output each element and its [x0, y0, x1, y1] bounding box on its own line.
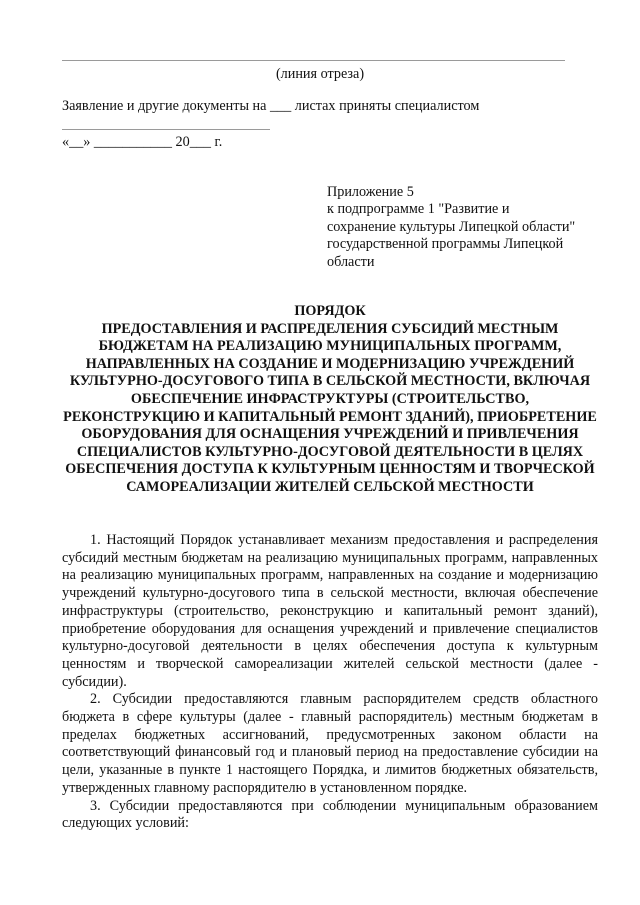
document-title	[62, 303, 598, 497]
appendix-line: области	[327, 253, 375, 270]
appendix-line: сохранение культуры Липецкой области"	[327, 218, 576, 235]
appendix-line: государственной программы Липецкой	[327, 236, 564, 253]
title-heading: ПОРЯДОК	[294, 303, 366, 319]
paragraph-1: 1. Настоящий Порядок устанавливает механизм предоставления и распределения субсидий местным бюджетам на реализацию муниципальных программ, направленных на реализацию муниципальных программ, направленных на создание и модернизацию учреждений культурно-досугового типа в сельской местности, включая обеспечение инфраструктуры (строительство, реконструкцию и капитальный ремонт зданий), приобретение оборудования для оснащения учреждений и привлечение специалистов культурно-досуговой деятельности в целях обеспечения доступа к культурным ценностям и творческой самореализации жителей сельской местности (далее - субсидии).	[62, 532, 598, 690]
acceptance-date-line: «__» ___________ 20___ г.	[62, 134, 223, 150]
cut-line-label: (линия отреза)	[275, 66, 365, 82]
documents-accepted-line: Заявление и другие документы на ___ листах приняты специалистом	[62, 98, 480, 114]
appendix-line: Приложение 5	[327, 184, 414, 200]
paragraph-3: 3. Субсидии предоставляются при соблюдении муниципальным образованием следующих условий:	[62, 797, 598, 832]
document-body	[62, 532, 598, 833]
cut-line-divider	[62, 60, 565, 61]
appendix-reference	[327, 184, 607, 271]
title-text: ПРЕДОСТАВЛЕНИЯ И РАСПРЕДЕЛЕНИЯ СУБСИДИЙ МЕСТНЫМ БЮДЖЕТАМ НА РЕАЛИЗАЦИЮ МУНИЦИПАЛЬНЫХ ПРОГРАММ, НАПРАВЛЕННЫХ НА СОЗДАНИЕ И МОДЕРНИЗАЦИЮ УЧРЕЖДЕНИЙ КУЛЬТУРНО-ДОСУГОВОГО ТИПА В СЕЛЬСКОЙ МЕСТНОСТИ, ВКЛЮЧАЯ ОБЕСПЕЧЕНИЕ ИНФРАСТРУКТУРЫ (СТРОИТЕЛЬСТВО, РЕКОНСТРУКЦИЮ И КАПИТАЛЬНЫЙ РЕМОНТ ЗДАНИЙ), ПРИОБРЕТЕНИЕ ОБОРУДОВАНИЯ ДЛЯ ОСНАЩЕНИЯ УЧРЕЖДЕНИЙ И ПРИВЛЕЧЕНИЯ СПЕЦИАЛИСТОВ КУЛЬТУРНО-ДОСУГОВОЙ ДЕЯТЕЛЬНОСТИ В ЦЕЛЯХ ОБЕСПЕЧЕНИЯ ДОСТУПА К КУЛЬТУРНЫМ ЦЕННОСТЯМ И ТВОРЧЕСКОЙ САМОРЕАЛИЗАЦИИ ЖИТЕЛЕЙ СЕЛЬСКОЙ МЕСТНОСТИ	[63, 320, 597, 495]
specialist-signature-line	[62, 129, 270, 130]
appendix-line: к подпрограмме 1 "Развитие и	[327, 201, 510, 218]
paragraph-2: 2. Субсидии предоставляются главным распорядителем средств областного бюджета в сфере культуры (далее - главный распорядитель) местным бюджетам в пределах бюджетных ассигнований, предусмотренных законом области на соответствующий финансовый год и плановый период на предоставление субсидии на цели, указанные в пункте 1 настоящего Порядка, и лимитов бюджетных обязательств, утвержденных главному распорядителю в установленном порядке.	[62, 691, 598, 796]
